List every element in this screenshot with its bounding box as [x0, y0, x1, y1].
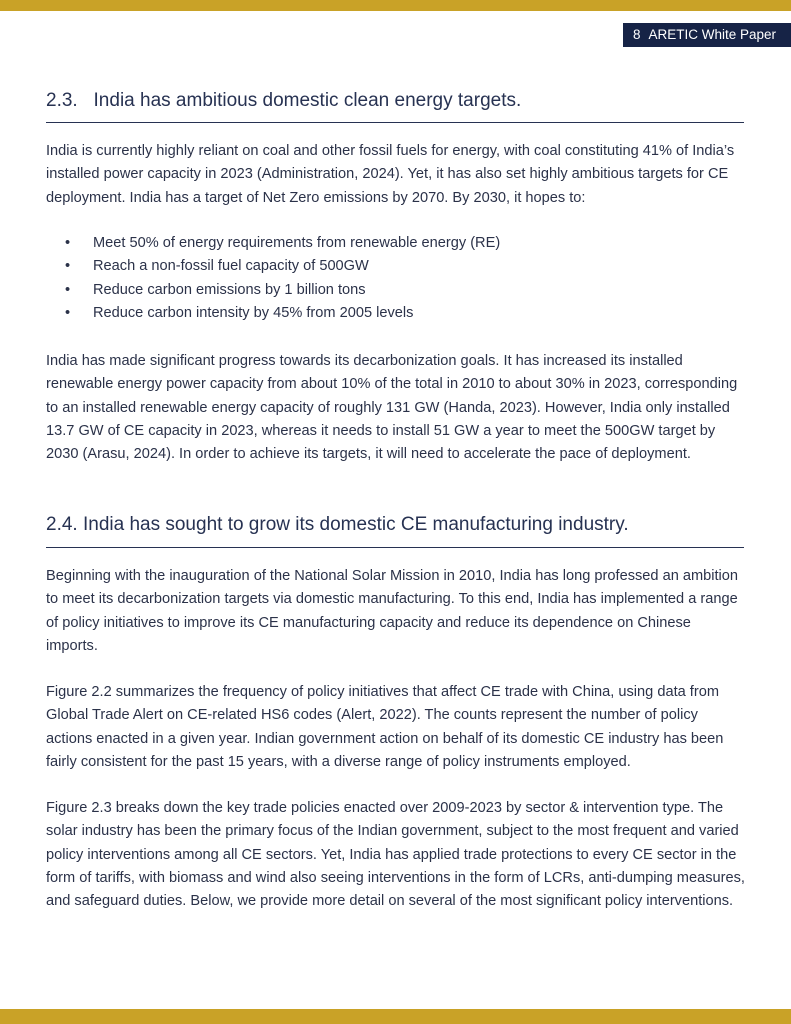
- section-2-4-rule: [46, 547, 744, 548]
- bullet-icon: •: [65, 281, 71, 298]
- list-item: • Meet 50% of energy requirements from renewable energy (RE): [46, 232, 726, 255]
- list-item: • Reduce carbon emissions by 1 billion tons: [46, 279, 726, 302]
- top-accent-bar: [0, 0, 791, 11]
- section-2-3-intro: India is currently highly reliant on coal and other fossil fuels for energy, with coal constituting 41% of India’s installed power capacity in 2023 (Administration, 2024). Yet, it has also set highly ambitious targets for CE deployment. India has a target of Net Zero emissions by 2070. By 2030, it hopes to:: [46, 143, 735, 206]
- publication-title: ARETIC White Paper: [648, 27, 777, 42]
- bullet-icon: •: [65, 304, 71, 321]
- bullet-icon: •: [65, 235, 71, 251]
- list-item: • Reduce carbon intensity by 45% from 2005 levels: [46, 302, 726, 325]
- section-2-3-progress-paragraph: India has made significant progress towards its decarbonization goals. It has increased its installed renewable energy power capacity from about 10% of the total in 2010 to about 30% in 2023, corresponding to an installed renewable energy capacity of roughly 131 GW (Handa, 2023). However, India only installed 13.7 GW of CE capacity in 2023, whereas it needs to install 51 GW a year to meet the 500GW target by 2030 (Arasu, 2024). In order to achieve its targets, it will need to accelerate the pace of deployment.: [46, 353, 738, 463]
- section-2-4-heading: 2.4. India has sought to grow its domestic CE manufacturing industry.: [46, 514, 629, 535]
- list-item: • Reach a non-fossil fuel capacity of 500GW: [46, 255, 726, 278]
- targets-list: [46, 232, 726, 325]
- section-2-4-paragraph-2: Figure 2.2 summarizes the frequency of policy initiatives that affect CE trade with China, using data from Global Trade Alert on CE-related HS6 codes (Alert, 2022). The counts represent the number of policy actions enacted in a given year. Indian government action on behalf of its domestic CE industry has been fairly consistent for the past 15 years, with a diverse range of policy instruments employed.: [46, 684, 724, 770]
- section-2-4-paragraph-3: Figure 2.3 breaks down the key trade policies enacted over 2009-2023 by sector & intervention type. The solar industry has been the primary focus of the Indian government, subject to the most frequent and varied policy interventions among all CE sectors. Yet, India has applied trade protections to every CE sector in the form of tariffs, with biomass and wind also seeing interventions in the form of LCRs, anti-dumping measures, and safeguard duties. Below, we provide more detail on several of the most significant policy interventions.: [46, 800, 745, 910]
- section-2-4-paragraph-1: Beginning with the inauguration of the National Solar Mission in 2010, India has long professed an ambition to meet its decarbonization targets via domestic manufacturing. To this end, India has implemented a range of policy initiatives to improve its CE manufacturing capacity and reduce its dependence on Chinese imports.: [46, 568, 739, 654]
- bottom-accent-bar: [0, 1009, 791, 1024]
- section-2-3-heading: 2.3. India has ambitious domestic clean energy targets.: [46, 90, 522, 111]
- header-badge: [623, 23, 791, 47]
- bullet-icon: •: [65, 258, 71, 275]
- page-number: 8: [633, 27, 641, 42]
- section-2-3-rule: [46, 122, 744, 123]
